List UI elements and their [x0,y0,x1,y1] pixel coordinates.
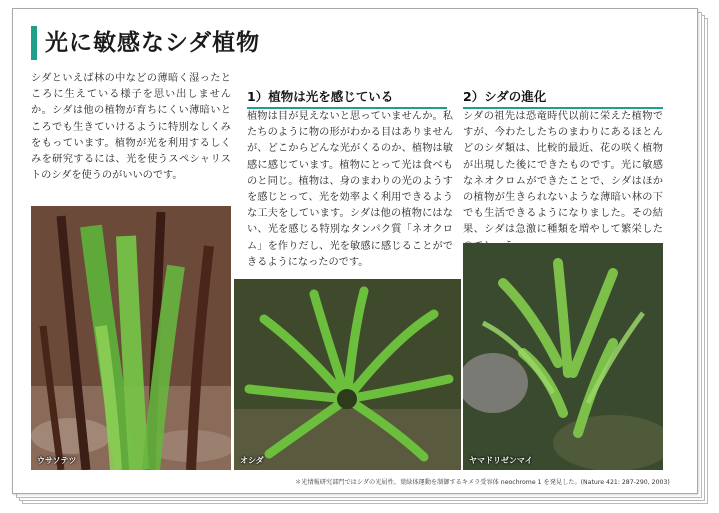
fern-1-image [31,206,231,470]
section1-heading: 1）植物は光を感じている [247,87,447,109]
document-page [12,8,698,494]
photo-caption-1: ウサソテツ [37,456,77,465]
section2-heading: 2）シダの進化 [463,87,663,109]
fern-2-image [234,279,461,470]
fern-3-image [463,243,663,470]
section1-body: 植物は目が見えないと思っていませんか。私たちのように物の形がわかる目はありませんが、どこからどんな光がくるのか、植物は敏感に感じています。植物にとって光は食べものと同じ。植物は、身のまわりの光のようすを感じとって、光を効率よく利用できるような工夫をしています。シダは他の植物にはない、光を感じる特別なタンパク質「ネオクロム」を作りだし、光を敏感に感じることができるようになったのです。 [247,111,453,268]
photo-fern-3 [463,243,663,470]
photo-fern-2 [234,279,461,470]
title-accent-bar [31,26,37,60]
page-title: 光に敏感なシダ植物 [45,30,261,56]
section2-body: シダの祖先は恐竜時代以前に栄えた植物ですが、今わたしたちのまわりにあるほとんどのシダ類は、比較的最近、花の咲く植物が出現した後にできたものです。光に敏感なネオクロムができたことで、シダはほかの植物が生きられないような薄暗い林の下でも生活できるようになりました。その結果、シダは急激に種類を増やして繁栄した [463,111,663,236]
footnote: ＊光情報研究部門ではシダの光屈性、葉緑体運動を制御するキメラ受容体 neochrome 1 を発見した。(Nature 421: 287-290, 2003) [295,479,670,486]
photo-caption-3: ヤマドリゼンマイ [469,456,533,465]
intro-text: シダといえば林の中などの薄暗く湿ったところに生えている様子を思い出しませんか。シダは他の植物が育ちにくい薄暗いところでも生きていけるように特別なしくみをもっています。植物が光を利用するしくみを研究するには、光を使うスペシャリストのシダを使うのがいいのです。 [31,73,231,182]
photo-fern-1 [31,206,231,470]
photo-caption-2: オシダ [240,456,264,465]
